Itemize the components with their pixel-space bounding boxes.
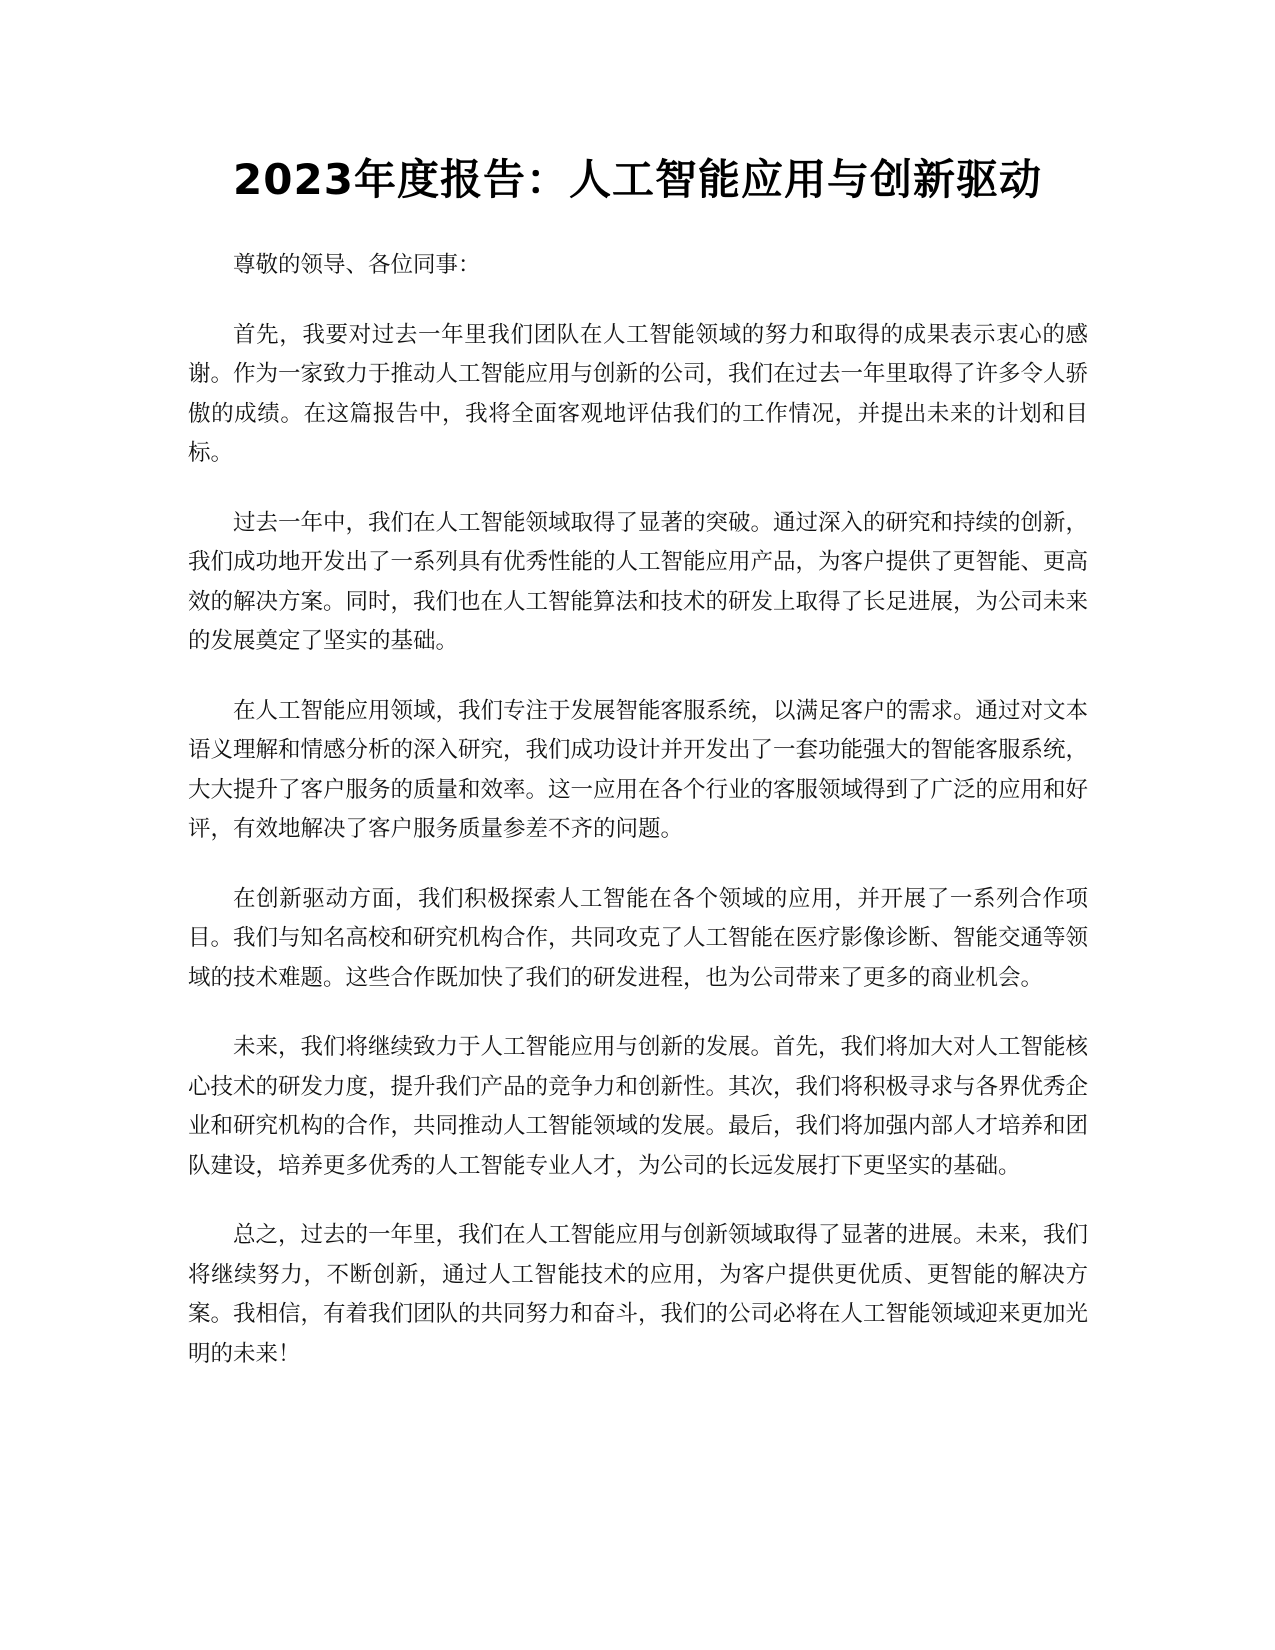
paragraph-gratitude: 首先，我要对过去一年里我们团队在人工智能领域的努力和取得的成果表示衷心的感谢。作为一家致力于推动人工智能应用与创新的公司，我们在过去一年里取得了许多令人骄傲的成绩。在这篇报告中，我将全面客观地评估我们的工作情况，并提出未来的计划和目标。 xyxy=(188,321,1089,466)
document-body xyxy=(188,246,1088,1404)
paragraph-customer-service: 在人工智能应用领域，我们专注于发展智能客服系统，以满足客户的需求。通过对文本语义理解和情感分析的深入研究，我们成功设计并开发出了一套功能强大的智能客服系统，大大提升了客户服务的质量和效率。这一应用在各个行业的客服领域得到了广泛的应用和好评，有效地解决了客户服务质量参差不齐的问题。 xyxy=(188,697,1089,842)
paragraph-future-plans: 未来，我们将继续致力于人工智能应用与创新的发展。首先，我们将加大对人工智能核心技术的研发力度，提升我们产品的竞争力和创新性。其次，我们将积极寻求与各界优秀企业和研究机构的合作，共同推动人工智能领域的发展。最后，我们将加强内部人才培养和团队建设，培养更多优秀的人工智能专业人才，为公司的长远发展打下更坚实的基础。 xyxy=(188,1034,1089,1179)
paragraph-breakthroughs: 过去一年中，我们在人工智能领域取得了显著的突破。通过深入的研究和持续的创新，我们成功地开发出了一系列具有优秀性能的人工智能应用产品，为客户提供了更智能、更高效的解决方案。同时，我们也在人工智能算法和技术的研发上取得了长足进展，为公司未来的发展奠定了坚实的基础。 xyxy=(188,509,1089,654)
paragraph-conclusion: 总之，过去的一年里，我们在人工智能应用与创新领域取得了显著的进展。未来，我们将继续努力，不断创新，通过人工智能技术的应用，为客户提供更优质、更智能的解决方案。我相信，有着我们团队的共同努力和奋斗，我们的公司必将在人工智能领域迎来更加光明的未来！ xyxy=(188,1222,1089,1367)
salutation: 尊敬的领导、各位同事： xyxy=(233,252,481,278)
document-title: 2023年度报告：人工智能应用与创新驱动 xyxy=(233,155,1042,204)
paragraph-innovation: 在创新驱动方面，我们积极探索人工智能在各个领域的应用，并开展了一系列合作项目。我们与知名高校和研究机构合作，共同攻克了人工智能在医疗影像诊断、智能交通等领域的技术难题。这些合作既加快了我们的研发进程，也为公司带来了更多的商业机会。 xyxy=(188,885,1089,991)
